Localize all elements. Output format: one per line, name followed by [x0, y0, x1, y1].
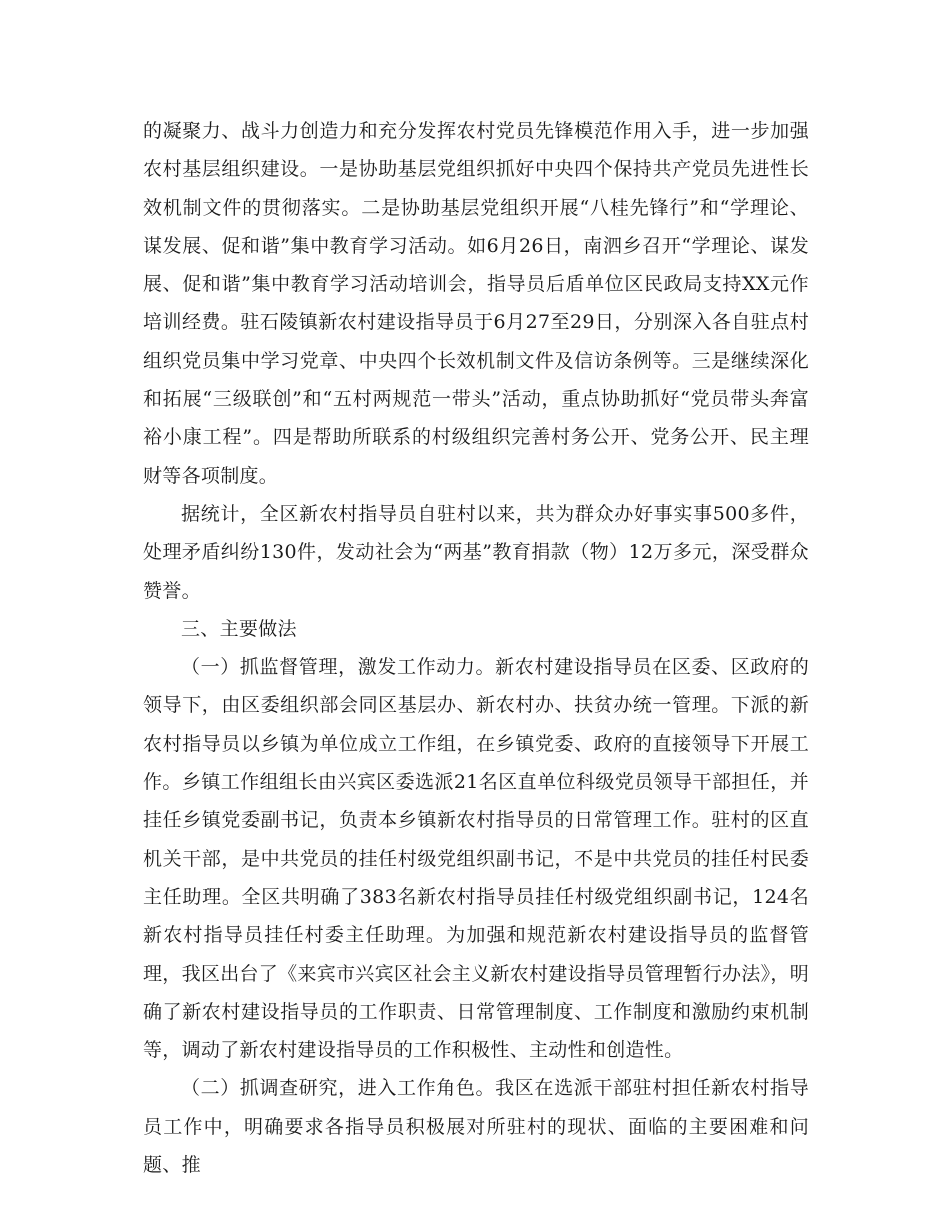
paragraph-statistics: 据统计，全区新农村指导员自驻村以来，共为群众办好事实事500多件，处理矛盾纠纷130件，发动社会为“两基”教育捐款（物）12万多元，深受群众赞誉。 [143, 502, 809, 602]
paragraph-supervision: （一）抓监督管理，激发工作动力。新农村建设指导员在区委、区政府的领导下，由区委组织部会同区基层办、新农村办、扶贫办统一管理。下派的新农村指导员以乡镇为单位成立工作组，在乡镇党委、政府的直接领导下开展工作。乡镇工作组组长由兴宾区委选派21名区直单位科级党员领导干部担任，并挂任乡镇党委副书记，负责本乡镇新农村指导员的日常管理工作。驻村的区直机关干部，是中共党员的挂任村级党组织副书记，不是中共党员的挂任村民委主任助理。全区共明确了383名新农村指导员挂任村级党组织副书记，124名新农村指导员挂任村委主任助理。为加强和规范新农村建设指导员的监督管理，我区出台了《来宾市兴宾区社会主义新农村建设指导员管理暂行办法》，明确了新农村建设指导员的工作职责、日常管理制度、工作制度和激励约束机制等，调动了新农村建设指导员的工作积极性、主动性和创造性。 [143, 656, 810, 1062]
section-heading: 三、主要做法 [181, 617, 297, 640]
paragraph-continuation: 的凝聚力、战斗力创造力和充分发挥农村党员先锋模范作用入手，进一步加强农村基层组织建设。一是协助基层党组织抓好中央四个保持共产党员先进性长效机制文件的贯彻落实。二是协助基层党组织开展“八桂先锋行”和“学理论、谋发展、促和谐”集中教育学习活动。如6月26日，南泗乡召开“学理论、谋发展、促和谐”集中教育学习活动培训会，指导员后盾单位区民政局支持XX元作培训经费。驻石陵镇新农村建设指导员于6月27至29日，分别深入各自驻点村组织党员集中学习党章、中央四个长效机制文件及信访条例等。三是继续深化和拓展“三级联创”和“五村两规范一带头”活动，重点协助抓好“党员带头奔富裕小康工程”。四是帮助所联系的村级组织完善村务公开、党务公开、民主理财等各项制度。 [143, 120, 809, 487]
paragraph-research: （二）抓调查研究，进入工作角色。我区在选派干部驻村担任新农村指导员工作中，明确要求各指导员积极展对所驻村的现状、面临的主要困难和问题、推 [143, 1077, 809, 1177]
document-body [143, 112, 809, 1184]
